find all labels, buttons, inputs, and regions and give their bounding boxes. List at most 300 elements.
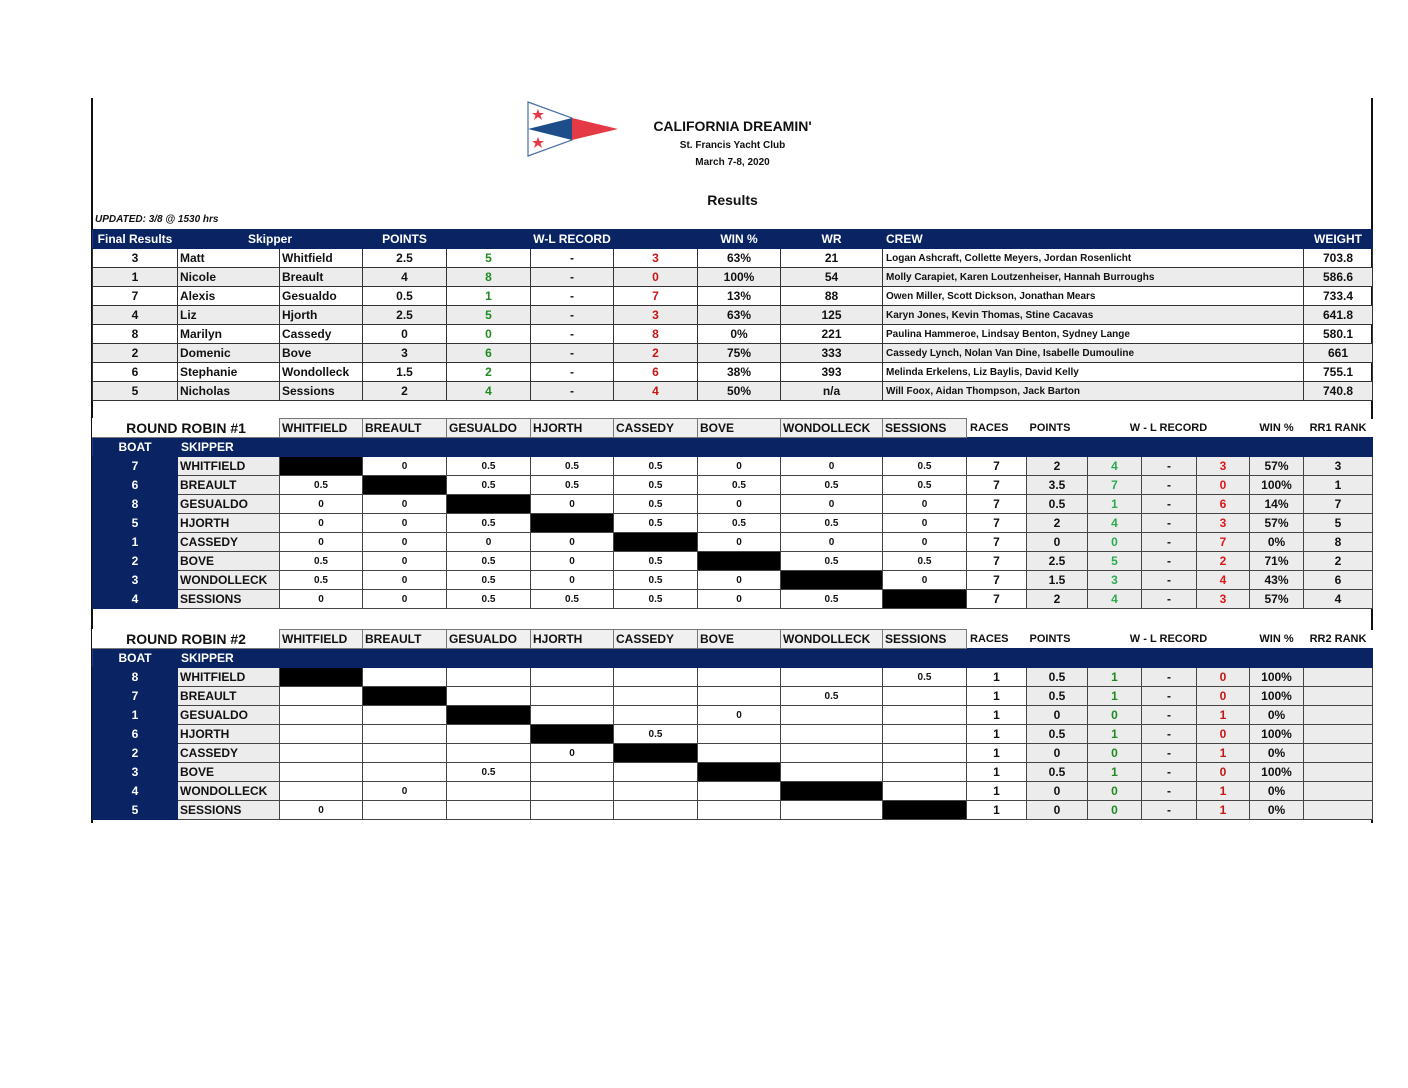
match-score (698, 801, 781, 820)
record-dash: - (1142, 782, 1197, 801)
match-score: 0.5 (781, 552, 883, 571)
points: 1.5 (1027, 571, 1088, 590)
match-score (781, 763, 883, 782)
points: 0 (363, 325, 447, 344)
wins: 1 (447, 287, 531, 306)
match-score (614, 687, 698, 706)
match-score: 0.5 (614, 725, 698, 744)
win-pct: 50% (698, 382, 781, 401)
wins: 0 (1088, 782, 1142, 801)
match-score: 0.5 (883, 457, 967, 476)
skipper-name: HJORTH (178, 725, 280, 744)
self-match-blocked (614, 533, 698, 552)
win-pct: 63% (698, 249, 781, 268)
rank: 8 (1304, 533, 1373, 552)
wins: 7 (1088, 476, 1142, 495)
record-dash: - (1142, 514, 1197, 533)
table-row (93, 382, 1373, 401)
header-rank: RR1 RANK (1304, 419, 1373, 438)
wins: 0 (1088, 706, 1142, 725)
subheader-blank (698, 649, 781, 668)
losses: 6 (614, 363, 698, 382)
self-match-blocked (280, 457, 363, 476)
self-match-blocked (883, 801, 967, 820)
subheader-blank (883, 438, 967, 457)
match-score: 0 (698, 571, 781, 590)
match-score (280, 687, 363, 706)
points: 0 (1027, 782, 1088, 801)
skipper-name: GESUALDO (178, 495, 280, 514)
match-score: 0.5 (280, 476, 363, 495)
match-score (614, 668, 698, 687)
round-robin-2-table (92, 629, 1373, 820)
record-dash: - (1142, 495, 1197, 514)
wins: 5 (447, 306, 531, 325)
match-score: 0.5 (614, 495, 698, 514)
match-score: 0 (531, 744, 614, 763)
match-score (447, 687, 531, 706)
match-score: 0 (781, 533, 883, 552)
subheader-blank (280, 649, 363, 668)
crew-names: Melinda Erkelens, Liz Baylis, David Kelly (883, 363, 1304, 382)
losses: 7 (1197, 533, 1250, 552)
opponent-header: WHITFIELD (280, 630, 363, 649)
points: 3 (363, 344, 447, 363)
self-match-blocked (280, 668, 363, 687)
points: 2.5 (363, 249, 447, 268)
record-dash: - (1142, 801, 1197, 820)
match-score: 0 (363, 571, 447, 590)
races: 1 (967, 706, 1027, 725)
record-dash: - (1142, 533, 1197, 552)
points: 0 (1027, 744, 1088, 763)
boat-number: 3 (93, 571, 178, 590)
match-score (280, 763, 363, 782)
header-win-pct: WIN % (1250, 630, 1304, 649)
boat-number: 2 (93, 552, 178, 571)
weight: 641.8 (1304, 306, 1373, 325)
skipper-name: SESSIONS (178, 801, 280, 820)
races: 7 (967, 514, 1027, 533)
races: 1 (967, 763, 1027, 782)
skipper-name: CASSEDY (178, 533, 280, 552)
match-score (531, 668, 614, 687)
opponent-header: GESUALDO (447, 630, 531, 649)
match-score: 0.5 (614, 457, 698, 476)
win-pct: 100% (698, 268, 781, 287)
match-score (280, 706, 363, 725)
wins: 1 (1088, 495, 1142, 514)
match-score: 0 (698, 495, 781, 514)
losses: 0 (1197, 687, 1250, 706)
match-score: 0 (363, 590, 447, 609)
match-score: 0 (363, 514, 447, 533)
match-score: 0 (280, 801, 363, 820)
record-dash: - (531, 306, 614, 325)
crew-names: Molly Carapiet, Karen Loutzenheiser, Hannah Burroughs (883, 268, 1304, 287)
races: 7 (967, 457, 1027, 476)
self-match-blocked (363, 687, 447, 706)
points: 2.5 (1027, 552, 1088, 571)
skipper-first-name: Alexis (178, 287, 280, 306)
match-score: 0.5 (447, 571, 531, 590)
rank: 7 (1304, 495, 1373, 514)
header-wl-record: W - L RECORD (1088, 419, 1250, 438)
match-score (447, 668, 531, 687)
subheader-blank (531, 438, 614, 457)
match-score (363, 763, 447, 782)
match-score: 0.5 (447, 476, 531, 495)
opponent-header: SESSIONS (883, 630, 967, 649)
crew-names: Owen Miller, Scott Dickson, Jonathan Mears (883, 287, 1304, 306)
match-score (781, 706, 883, 725)
subheader-blank (447, 438, 531, 457)
skipper-last-name: Cassedy (280, 325, 363, 344)
weight: 580.1 (1304, 325, 1373, 344)
match-score: 0 (363, 782, 447, 801)
match-score (698, 782, 781, 801)
table-row (93, 552, 1373, 571)
subheader-blank (280, 438, 363, 457)
self-match-blocked (447, 706, 531, 725)
record-dash: - (531, 287, 614, 306)
wins: 1 (1088, 668, 1142, 687)
wr: 393 (781, 363, 883, 382)
races: 7 (967, 552, 1027, 571)
match-score: 0.5 (883, 552, 967, 571)
wins: 6 (447, 344, 531, 363)
round-robin-subheader (93, 649, 1373, 668)
wr: 333 (781, 344, 883, 363)
match-score (781, 725, 883, 744)
wins: 1 (1088, 763, 1142, 782)
match-score (531, 687, 614, 706)
boat-number: 7 (93, 287, 178, 306)
points: 3.5 (1027, 476, 1088, 495)
losses: 3 (1197, 590, 1250, 609)
table-row (93, 590, 1373, 609)
rank (1304, 706, 1373, 725)
wins: 4 (1088, 514, 1142, 533)
subheader-blank (1027, 649, 1088, 668)
header-skipper: SKIPPER (178, 438, 280, 457)
header-boat: BOAT (93, 438, 178, 457)
weight: 755.1 (1304, 363, 1373, 382)
skipper-name: WHITFIELD (178, 668, 280, 687)
skipper-first-name: Marilyn (178, 325, 280, 344)
points: 0.5 (1027, 763, 1088, 782)
races: 1 (967, 687, 1027, 706)
wins: 8 (447, 268, 531, 287)
win-pct: 100% (1250, 763, 1304, 782)
wins: 4 (447, 382, 531, 401)
match-score (280, 744, 363, 763)
table-row (93, 706, 1373, 725)
points: 2 (1027, 590, 1088, 609)
match-score (614, 782, 698, 801)
match-score: 0 (363, 552, 447, 571)
skipper-name: BREAULT (178, 476, 280, 495)
win-pct: 75% (698, 344, 781, 363)
races: 1 (967, 801, 1027, 820)
subheader-blank (447, 649, 531, 668)
table-row (93, 668, 1373, 687)
record-dash: - (531, 363, 614, 382)
boat-number: 5 (93, 801, 178, 820)
boat-number: 5 (93, 514, 178, 533)
match-score (531, 706, 614, 725)
match-score (883, 687, 967, 706)
record-dash: - (1142, 552, 1197, 571)
wins: 1 (1088, 725, 1142, 744)
match-score: 0 (698, 457, 781, 476)
win-pct: 0% (1250, 782, 1304, 801)
wins: 2 (447, 363, 531, 382)
updated-timestamp: UPDATED: 3/8 @ 1530 hrs (95, 214, 219, 225)
match-score: 0 (883, 533, 967, 552)
table-row (93, 801, 1373, 820)
skipper-first-name: Liz (178, 306, 280, 325)
boat-number: 1 (93, 706, 178, 725)
opponent-header: CASSEDY (614, 419, 698, 438)
wins: 0 (1088, 744, 1142, 763)
rank: 6 (1304, 571, 1373, 590)
skipper-last-name: Wondolleck (280, 363, 363, 382)
subheader-blank (363, 649, 447, 668)
subheader-blank (531, 649, 614, 668)
win-pct: 100% (1250, 687, 1304, 706)
losses: 0 (1197, 725, 1250, 744)
match-score: 0.5 (614, 590, 698, 609)
boat-number: 2 (93, 344, 178, 363)
match-score (883, 744, 967, 763)
match-score (698, 687, 781, 706)
win-pct: 0% (1250, 533, 1304, 552)
boat-number: 7 (93, 457, 178, 476)
subheader-blank (1250, 649, 1304, 668)
opponent-header: CASSEDY (614, 630, 698, 649)
table-row (93, 495, 1373, 514)
skipper-name: WONDOLLECK (178, 782, 280, 801)
header-points: POINTS (1027, 630, 1088, 649)
races: 1 (967, 725, 1027, 744)
boat-number: 4 (93, 306, 178, 325)
races: 7 (967, 476, 1027, 495)
skipper-name: WONDOLLECK (178, 571, 280, 590)
skipper-last-name: Hjorth (280, 306, 363, 325)
record-dash: - (531, 344, 614, 363)
points: 0.5 (363, 287, 447, 306)
match-score: 0.5 (447, 457, 531, 476)
header-final-results: Final Results (93, 230, 178, 249)
losses: 3 (614, 306, 698, 325)
losses: 0 (614, 268, 698, 287)
table-row (93, 287, 1373, 306)
opponent-header: BREAULT (363, 419, 447, 438)
header-wl-record: W-L RECORD (447, 230, 698, 249)
match-score: 0 (531, 533, 614, 552)
header-races: RACES (967, 419, 1027, 438)
weight: 733.4 (1304, 287, 1373, 306)
subheader-blank (1304, 649, 1373, 668)
rank (1304, 687, 1373, 706)
points: 0 (1027, 801, 1088, 820)
losses: 2 (1197, 552, 1250, 571)
losses: 0 (1197, 668, 1250, 687)
skipper-name: HJORTH (178, 514, 280, 533)
boat-number: 7 (93, 687, 178, 706)
rank (1304, 668, 1373, 687)
weight: 661 (1304, 344, 1373, 363)
win-pct: 71% (1250, 552, 1304, 571)
skipper-last-name: Bove (280, 344, 363, 363)
match-score: 0 (698, 533, 781, 552)
win-pct: 38% (698, 363, 781, 382)
skipper-name: BOVE (178, 763, 280, 782)
losses: 2 (614, 344, 698, 363)
burgee-flag-icon (526, 100, 620, 158)
skipper-name: BREAULT (178, 687, 280, 706)
club-name: St. Francis Yacht Club (679, 140, 786, 151)
subheader-blank (614, 649, 698, 668)
match-score (614, 763, 698, 782)
match-score (614, 706, 698, 725)
skipper-first-name: Domenic (178, 344, 280, 363)
table-row (93, 344, 1373, 363)
header-races: RACES (967, 630, 1027, 649)
wins: 3 (1088, 571, 1142, 590)
match-score (363, 801, 447, 820)
match-score: 0 (698, 590, 781, 609)
table-row (93, 782, 1373, 801)
match-score: 0 (363, 457, 447, 476)
win-pct: 0% (1250, 801, 1304, 820)
win-pct: 57% (1250, 457, 1304, 476)
rank: 5 (1304, 514, 1373, 533)
subheader-blank (781, 438, 883, 457)
wins: 0 (1088, 801, 1142, 820)
races: 1 (967, 744, 1027, 763)
match-score: 0 (280, 495, 363, 514)
record-dash: - (531, 325, 614, 344)
losses: 3 (614, 249, 698, 268)
rank (1304, 801, 1373, 820)
match-score (781, 744, 883, 763)
opponent-header: BOVE (698, 419, 781, 438)
header-wl-record: W - L RECORD (1088, 630, 1250, 649)
skipper-first-name: Matt (178, 249, 280, 268)
skipper-name: GESUALDO (178, 706, 280, 725)
match-score: 0.5 (883, 476, 967, 495)
match-score: 0.5 (447, 514, 531, 533)
record-dash: - (1142, 706, 1197, 725)
match-score: 0.5 (531, 476, 614, 495)
losses: 4 (1197, 571, 1250, 590)
crew-names: Logan Ashcraft, Collette Meyers, Jordan Rosenlicht (883, 249, 1304, 268)
boat-number: 4 (93, 782, 178, 801)
rank (1304, 725, 1373, 744)
match-score: 0 (531, 552, 614, 571)
match-score (280, 782, 363, 801)
self-match-blocked (447, 495, 531, 514)
match-score (531, 782, 614, 801)
races: 1 (967, 782, 1027, 801)
table-row (93, 268, 1373, 287)
match-score: 0 (781, 495, 883, 514)
subheader-blank (1250, 438, 1304, 457)
match-score (698, 725, 781, 744)
match-score: 0.5 (614, 476, 698, 495)
final-results-table (92, 229, 1373, 401)
match-score: 0.5 (531, 457, 614, 476)
table-row (93, 325, 1373, 344)
record-dash: - (531, 382, 614, 401)
record-dash: - (1142, 744, 1197, 763)
match-score (447, 782, 531, 801)
table-row (93, 363, 1373, 382)
boat-number: 6 (93, 725, 178, 744)
weight: 586.6 (1304, 268, 1373, 287)
self-match-blocked (614, 744, 698, 763)
rank (1304, 782, 1373, 801)
match-score (363, 706, 447, 725)
points: 2 (363, 382, 447, 401)
record-dash: - (1142, 571, 1197, 590)
points: 1.5 (363, 363, 447, 382)
match-score: 0 (363, 533, 447, 552)
skipper-last-name: Breault (280, 268, 363, 287)
wins: 0 (1088, 533, 1142, 552)
races: 7 (967, 590, 1027, 609)
rank: 2 (1304, 552, 1373, 571)
wins: 4 (1088, 590, 1142, 609)
boat-number: 4 (93, 590, 178, 609)
subheader-blank (883, 649, 967, 668)
match-score: 0.5 (614, 571, 698, 590)
match-score: 0 (781, 457, 883, 476)
points: 4 (363, 268, 447, 287)
event-title: CALIFORNIA DREAMIN' (653, 118, 812, 134)
losses: 3 (1197, 457, 1250, 476)
boat-number: 3 (93, 249, 178, 268)
boat-number: 6 (93, 363, 178, 382)
record-dash: - (1142, 668, 1197, 687)
skipper-name: SESSIONS (178, 590, 280, 609)
match-score: 0.5 (280, 571, 363, 590)
table-row (93, 725, 1373, 744)
header-weight: WEIGHT (1304, 230, 1373, 249)
points: 0.5 (1027, 668, 1088, 687)
record-dash: - (1142, 476, 1197, 495)
match-score: 0.5 (781, 687, 883, 706)
wr: 88 (781, 287, 883, 306)
header-win-pct: WIN % (1250, 419, 1304, 438)
skipper-name: BOVE (178, 552, 280, 571)
table-row (93, 533, 1373, 552)
boat-number: 8 (93, 668, 178, 687)
record-dash: - (1142, 763, 1197, 782)
losses: 7 (614, 287, 698, 306)
header-points: POINTS (1027, 419, 1088, 438)
match-score (883, 725, 967, 744)
header-skipper: SKIPPER (178, 649, 280, 668)
event-dates: March 7-8, 2020 (695, 157, 770, 168)
rank: 3 (1304, 457, 1373, 476)
skipper-first-name: Nicholas (178, 382, 280, 401)
skipper-last-name: Whitfield (280, 249, 363, 268)
boat-number: 3 (93, 763, 178, 782)
subheader-blank (967, 438, 1027, 457)
